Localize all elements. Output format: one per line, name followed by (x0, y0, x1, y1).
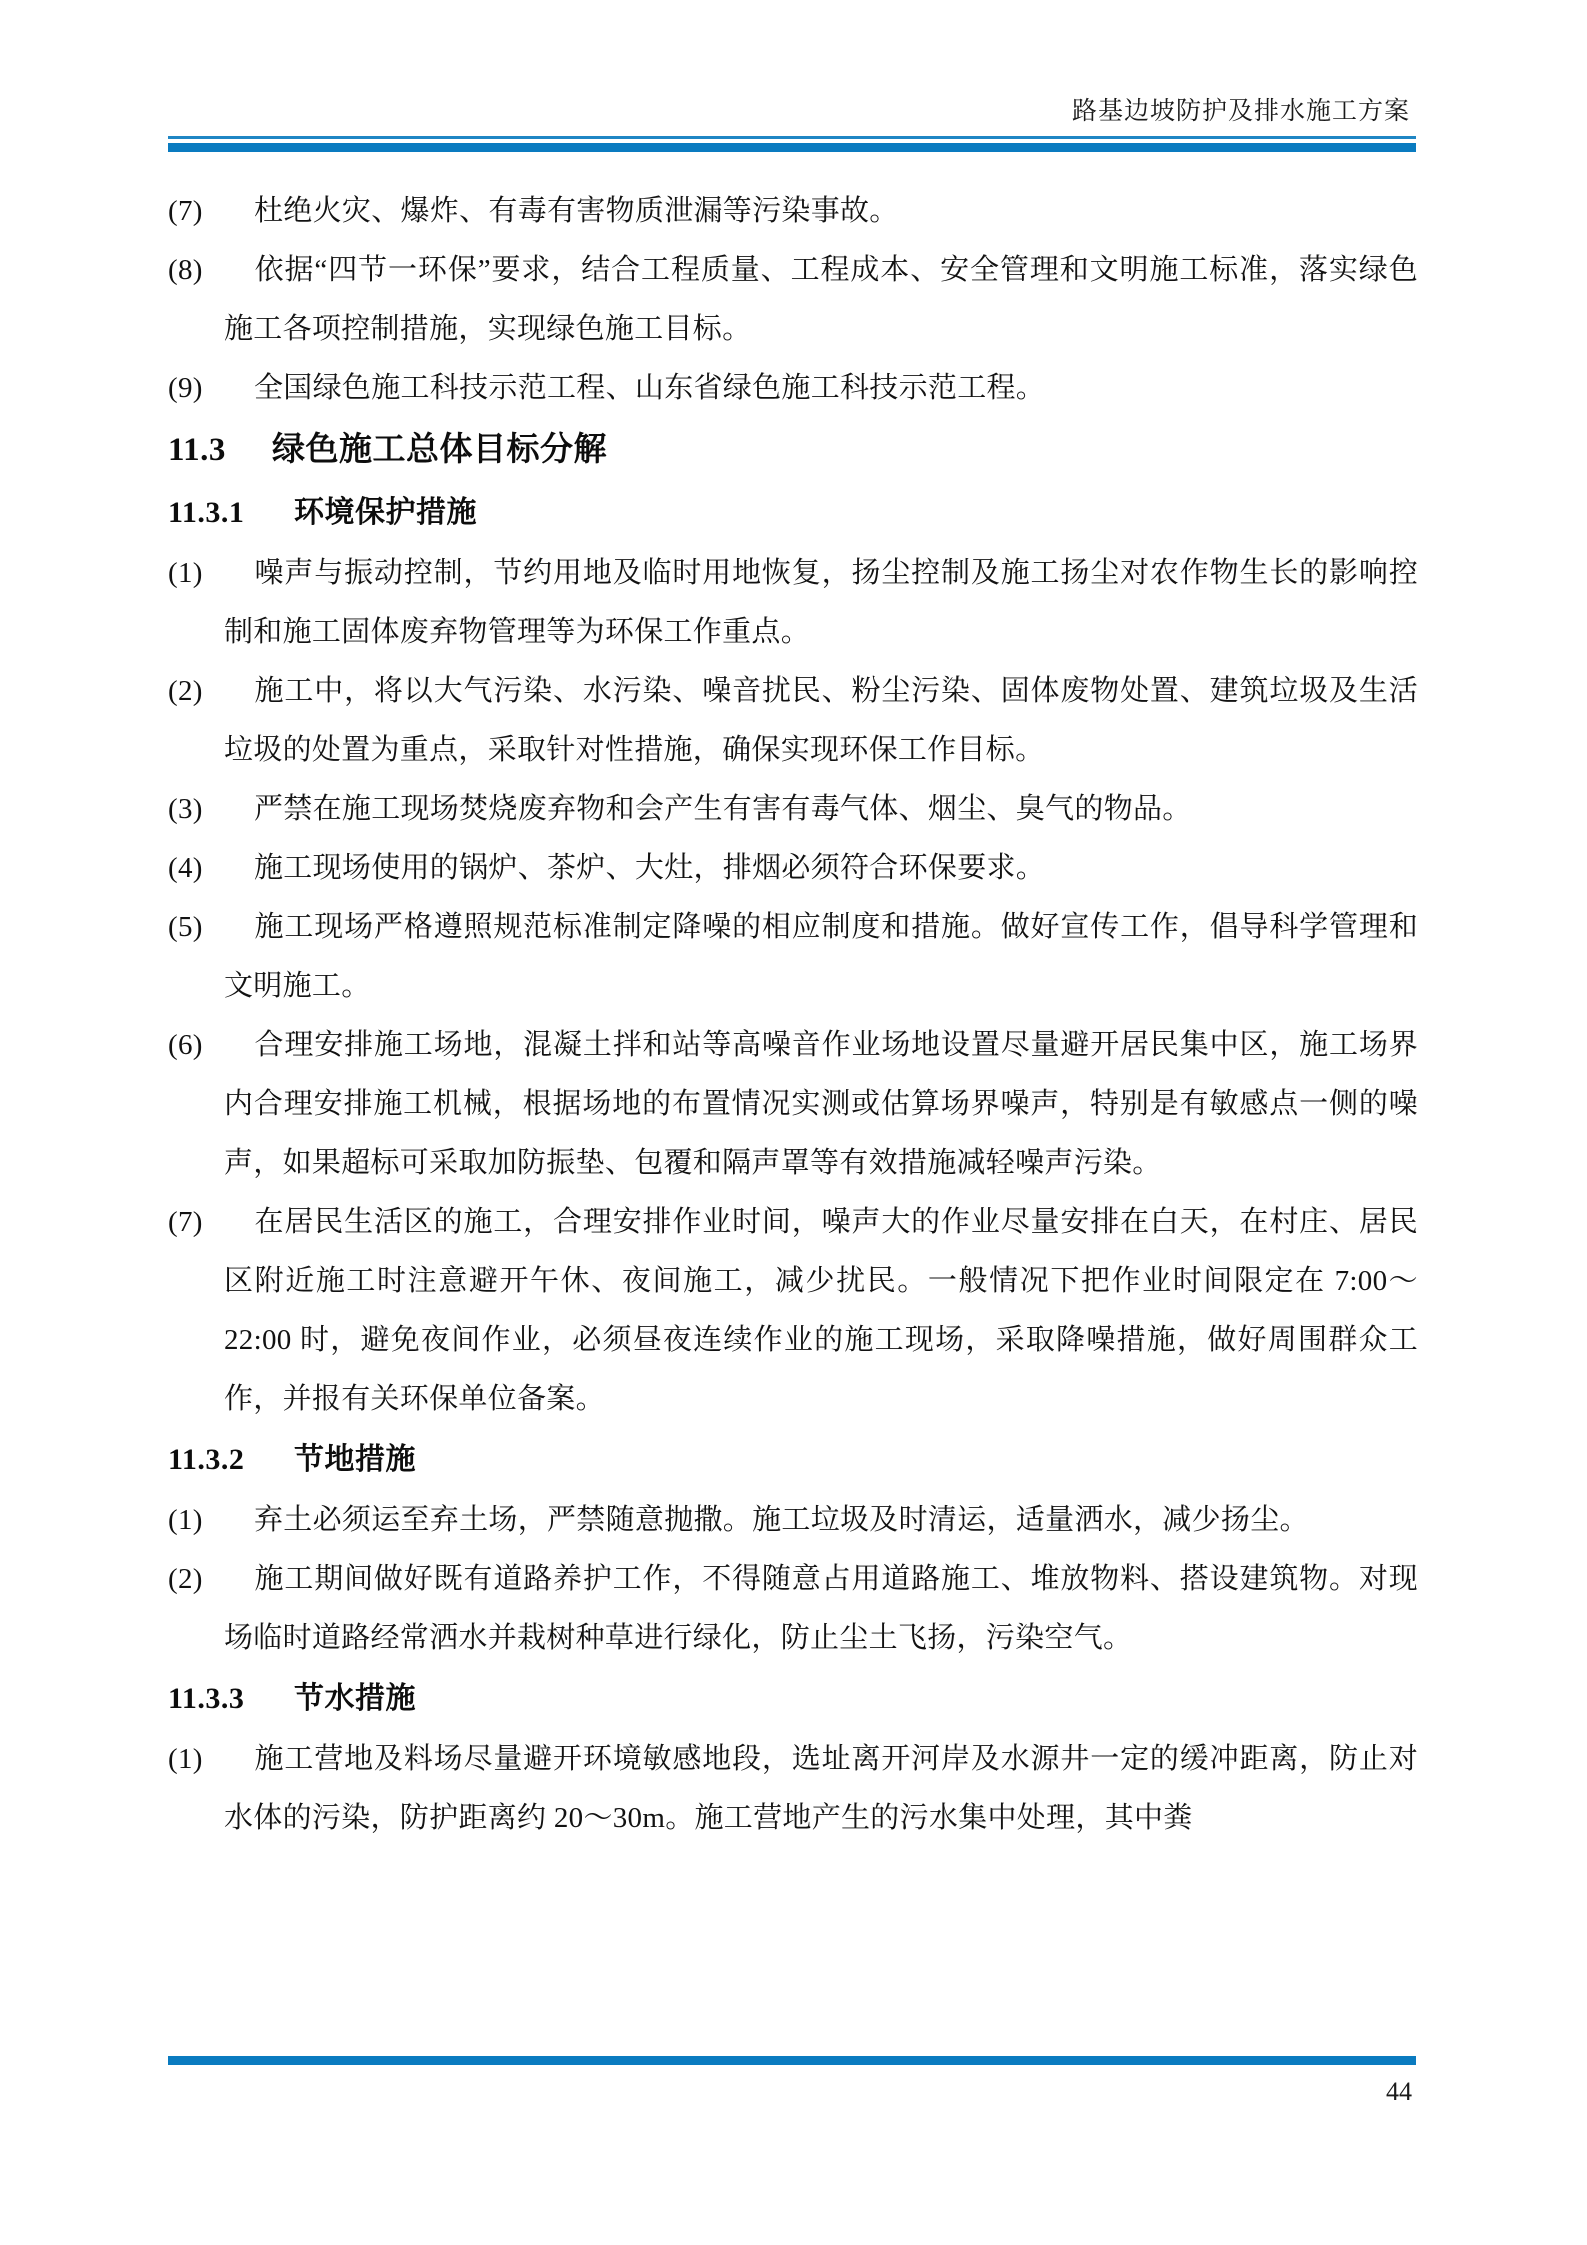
list-item-text: 严禁在施工现场焚烧废弃物和会产生有害有毒气体、烟尘、臭气的物品。 (254, 793, 1192, 825)
list-item-label: (5) (168, 911, 203, 943)
list-item-label: (7) (168, 1206, 203, 1238)
list-item-label: (9) (168, 372, 203, 404)
list-item (168, 898, 1418, 1016)
page-body (168, 182, 1418, 1848)
list-item (168, 1193, 1418, 1429)
section-heading-11-3-2 (168, 1429, 1418, 1491)
section-title: 节地措施 (294, 1443, 416, 1476)
list-item (168, 241, 1418, 359)
list-item-text: 依据“四节一环保”要求，结合工程质量、工程成本、安全管理和文明施工标准，落实绿色施工各项控制措施，实现绿色施工目标。 (224, 254, 1418, 345)
list-item-text: 施工中，将以大气污染、水污染、噪音扰民、粉尘污染、固体废物处置、建筑垃圾及生活垃圾的处置为重点，采取针对性措施，确保实现环保工作目标。 (224, 675, 1418, 766)
section-title: 环境保护措施 (294, 496, 477, 529)
section-number: 11.3.1 (168, 496, 245, 529)
list-item (168, 1016, 1418, 1193)
list-item-label: (8) (168, 254, 203, 286)
list-item-text: 施工现场使用的锅炉、茶炉、大灶，排烟必须符合环保要求。 (254, 852, 1046, 884)
list-item-text: 施工现场严格遵照规范标准制定降噪的相应制度和措施。做好宣传工作，倡导科学管理和文明施工。 (224, 911, 1418, 1002)
list-item-text: 噪声与振动控制，节约用地及临时用地恢复，扬尘控制及施工扬尘对农作物生长的影响控制和施工固体废弃物管理等为环保工作重点。 (224, 557, 1418, 648)
list-item-text: 施工期间做好既有道路养护工作，不得随意占用道路施工、堆放物料、搭设建筑物。对现场临时道路经常洒水并栽树种草进行绿化，防止尘土飞扬，污染空气。 (224, 1563, 1418, 1654)
list-item-label: (7) (168, 195, 203, 227)
page-number: 44 (1386, 2077, 1412, 2106)
header-title: 路基边坡防护及排水施工方案 (1071, 98, 1410, 125)
list-item (168, 1550, 1418, 1668)
section-number: 11.3.2 (168, 1443, 245, 1476)
footer-rule (168, 2056, 1416, 2065)
section-heading-11-3-1 (168, 482, 1418, 544)
list-item-text: 合理安排施工场地，混凝土拌和站等高噪音作业场地设置尽量避开居民集中区，施工场界内合理安排施工机械，根据场地的布置情况实测或估算场界噪声，特别是有敏感点一侧的噪声，如果超标可采取加防振垫、包覆和隔声罩等有效措施减轻噪声污染。 (224, 1029, 1418, 1179)
list-item (168, 662, 1418, 780)
section-number: 11.3 (168, 432, 226, 468)
list-item (168, 1491, 1418, 1550)
header-rule-thick (168, 143, 1416, 152)
list-item (168, 780, 1418, 839)
list-item-label: (2) (168, 675, 203, 707)
section-heading-11-3-3 (168, 1668, 1418, 1730)
list-item-label: (2) (168, 1563, 203, 1595)
list-item-label: (6) (168, 1029, 203, 1061)
list-item-label: (1) (168, 1504, 203, 1536)
section-title: 绿色施工总体目标分解 (272, 432, 607, 468)
list-item-text: 全国绿色施工科技示范工程、山东省绿色施工科技示范工程。 (254, 372, 1046, 404)
list-item-text: 弃土必须运至弃土场，严禁随意抛撒。施工垃圾及时清运，适量洒水，减少扬尘。 (254, 1504, 1309, 1536)
list-item-text: 在居民生活区的施工，合理安排作业时间，噪声大的作业尽量安排在白天，在村庄、居民区附近施工时注意避开午休、夜间施工，减少扰民。一般情况下把作业时间限定在 7:00～22:00 时，避免夜间作业，必须昼夜连续作业的施工现场，采取降噪措施，做好周围群众工作，并报有关环保单位备案。 (224, 1206, 1418, 1415)
page-footer (168, 2056, 1416, 2107)
list-item-label: (4) (168, 852, 203, 884)
list-item (168, 359, 1418, 418)
section-heading-11-3 (168, 418, 1418, 482)
section-title: 节水措施 (294, 1682, 416, 1715)
list-item (168, 1730, 1418, 1848)
list-item (168, 544, 1418, 662)
section-number: 11.3.3 (168, 1682, 245, 1715)
list-item-text: 施工营地及料场尽量避开环境敏感地段，选址离开河岸及水源井一定的缓冲距离，防止对水体的污染，防护距离约 20～30m。施工营地产生的污水集中处理，其中粪 (224, 1743, 1418, 1834)
list-item-label: (1) (168, 557, 203, 589)
list-item (168, 839, 1418, 898)
list-item (168, 182, 1418, 241)
list-item-label: (1) (168, 1743, 203, 1775)
list-item-label: (3) (168, 793, 203, 825)
list-item-text: 杜绝火灾、爆炸、有毒有害物质泄漏等污染事故。 (254, 195, 899, 227)
header-rule-group (168, 136, 1416, 152)
page-header (168, 96, 1416, 152)
